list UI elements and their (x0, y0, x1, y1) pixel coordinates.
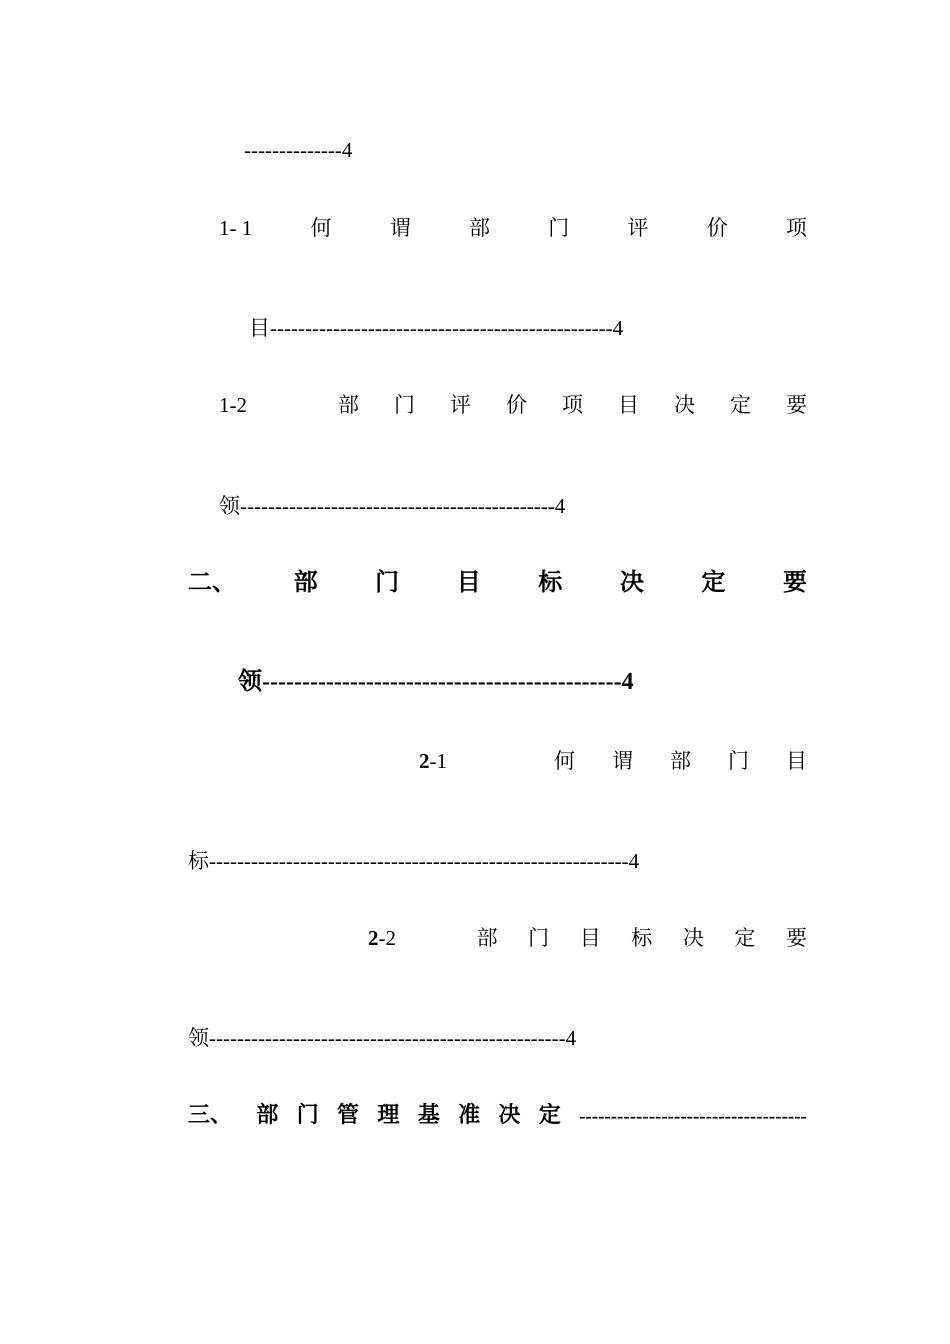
toc-entry-char: 部 (476, 926, 498, 950)
toc-section-3-leader: ------------------------------------ (579, 1106, 807, 1127)
toc-section-char: 决 (619, 568, 644, 596)
toc-entry-1-2[interactable] (219, 395, 807, 416)
toc-section-2[interactable] (188, 570, 807, 594)
toc-entry-char: 部 (670, 749, 691, 773)
toc-section-char: 基 (417, 1103, 440, 1128)
toc-entry-char: 决 (674, 393, 695, 417)
toc-section-char: 门 (375, 568, 400, 596)
toc-entry-2-2[interactable] (368, 928, 807, 949)
toc-entry-2-1-leader: 标------------------------------------------------------------4 (188, 849, 640, 873)
toc-entry-number: 1- 1 (219, 216, 253, 240)
toc-section-char: 目 (456, 568, 481, 596)
toc-section-char: 管 (337, 1103, 360, 1128)
toc-entry-number: 2-2 (368, 926, 396, 950)
toc-entry-char: 谓 (612, 749, 633, 773)
toc-entry-char: 项 (562, 393, 583, 417)
toc-entry-2-2-leader: 领---------------------------------------------------4 (188, 1026, 577, 1050)
toc-entry-char: 定 (730, 393, 751, 417)
toc-entry-number: 1-2 (219, 393, 247, 417)
toc-section-prefix: 三、 (188, 1103, 233, 1128)
toc-entry-char: 门 (728, 749, 749, 773)
toc-entry-char: 决 (682, 926, 704, 950)
toc-entry-1-2-leader: 领---------------------------------------------4 (219, 494, 566, 518)
toc-section-char: 门 (296, 1103, 319, 1128)
toc-section-char: 理 (377, 1103, 400, 1128)
toc-section-char: 标 (538, 568, 563, 596)
toc-entry-char: 评 (627, 216, 649, 240)
toc-section-char: 定 (701, 568, 726, 596)
toc-entry-char: 何 (554, 749, 575, 773)
toc-entry-char: 定 (734, 926, 756, 950)
toc-entry-char: 何 (310, 216, 332, 240)
toc-section-char: 要 (782, 568, 807, 596)
toc-section-char: 决 (498, 1103, 521, 1128)
toc-entry-char: 部 (338, 393, 359, 417)
toc-section-char: 定 (538, 1103, 561, 1128)
toc-entry-char: 价 (506, 393, 527, 417)
toc-entry-char: 项 (786, 216, 807, 240)
toc-section-char: 准 (458, 1103, 481, 1128)
toc-entry-1-1-leader: 目-------------------------------------------------4 (249, 316, 624, 340)
toc-entry-char: 要 (786, 393, 807, 417)
toc-section-prefix: 二、 (188, 568, 236, 596)
toc-entry-char: 目 (618, 393, 639, 417)
toc-entry-char: 标 (631, 926, 653, 950)
toc-entry-1-1[interactable] (219, 218, 807, 239)
toc-entry-char: 部 (469, 216, 490, 240)
toc-leader-continuation: --------------4 (244, 138, 353, 162)
toc-entry-char: 目 (786, 749, 807, 773)
toc-section-char: 部 (256, 1103, 279, 1128)
toc-section-3[interactable] (188, 1105, 807, 1127)
toc-entry-char: 评 (450, 393, 471, 417)
toc-entry-char: 门 (528, 926, 550, 950)
toc-entry-char: 门 (548, 216, 570, 240)
toc-entry-char: 要 (785, 926, 807, 950)
toc-entry-char: 门 (394, 393, 415, 417)
toc-section-char: 部 (293, 568, 318, 596)
toc-entry-char: 目 (579, 926, 601, 950)
toc-entry-char: 价 (706, 216, 728, 240)
toc-section-2-leader: 领---------------------------------------------4 (238, 669, 634, 695)
toc-entry-2-1[interactable] (419, 751, 807, 772)
toc-entry-number: 2-1 (419, 749, 447, 773)
toc-entry-char: 谓 (389, 216, 411, 240)
